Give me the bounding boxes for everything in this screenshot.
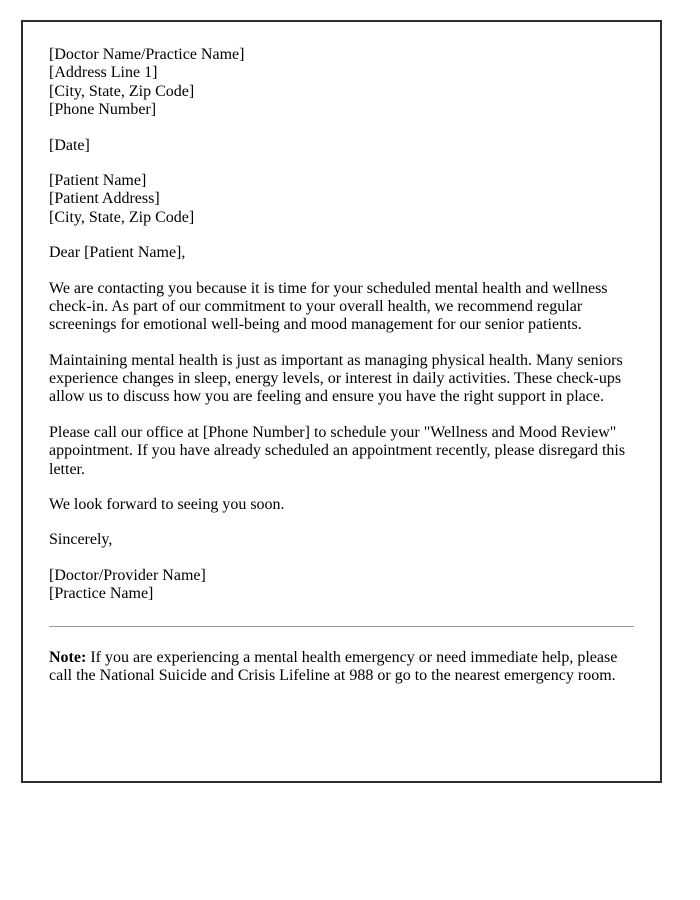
recipient-line-city: [City, State, Zip Code] <box>49 208 195 226</box>
signature-block <box>49 567 634 604</box>
sender-line-city: [City, State, Zip Code] <box>49 82 195 100</box>
body-paragraph-checkin: We are contacting you because it is time for your scheduled mental health and wellness check-in. As part of our commitment to your overall health, we recommend regular screenings for emotional well-being and mood management for our senior patients. <box>49 279 608 334</box>
sender-line-phone: [Phone Number] <box>49 101 157 119</box>
body-paragraph-schedule: Please call our office at [Phone Number] to schedule your "Wellness and Mood Review" appointment. If you have already scheduled an appointment recently, please disregard this letter. <box>49 423 626 478</box>
sender-address-block <box>49 46 634 120</box>
recipient-line-address: [Patient Address] <box>49 190 160 208</box>
recipient-line-name: [Patient Name] <box>49 171 147 189</box>
sender-line-practice: [Doctor Name/Practice Name] <box>49 46 245 63</box>
signature-line-practice: [Practice Name] <box>49 585 154 603</box>
note-text: If you are experiencing a mental health emergency or need immediate help, please call the National Suicide and Crisis Lifeline at 988 or go to the nearest emergency room. <box>49 648 618 684</box>
sender-line-address: [Address Line 1] <box>49 64 158 82</box>
note-paragraph <box>49 649 634 686</box>
note-label: Note: <box>49 648 87 666</box>
signature-line-provider: [Doctor/Provider Name] <box>49 566 206 584</box>
closing: Sincerely, <box>49 531 113 549</box>
body-paragraph-importance: Maintaining mental health is just as important as managing physical health. Many seniors experience changes in sleep, energy levels, or interest in daily activities. These check-ups allow us to discuss how you are feeling and ensure you have the right support in place. <box>49 351 623 406</box>
body-paragraph-lookforward: We look forward to seeing you soon. <box>49 496 285 514</box>
recipient-address-block <box>49 172 634 227</box>
letter-page <box>21 20 662 783</box>
letter-date: [Date] <box>49 136 90 154</box>
divider-line <box>49 626 634 627</box>
salutation: Dear [Patient Name], <box>49 244 186 262</box>
